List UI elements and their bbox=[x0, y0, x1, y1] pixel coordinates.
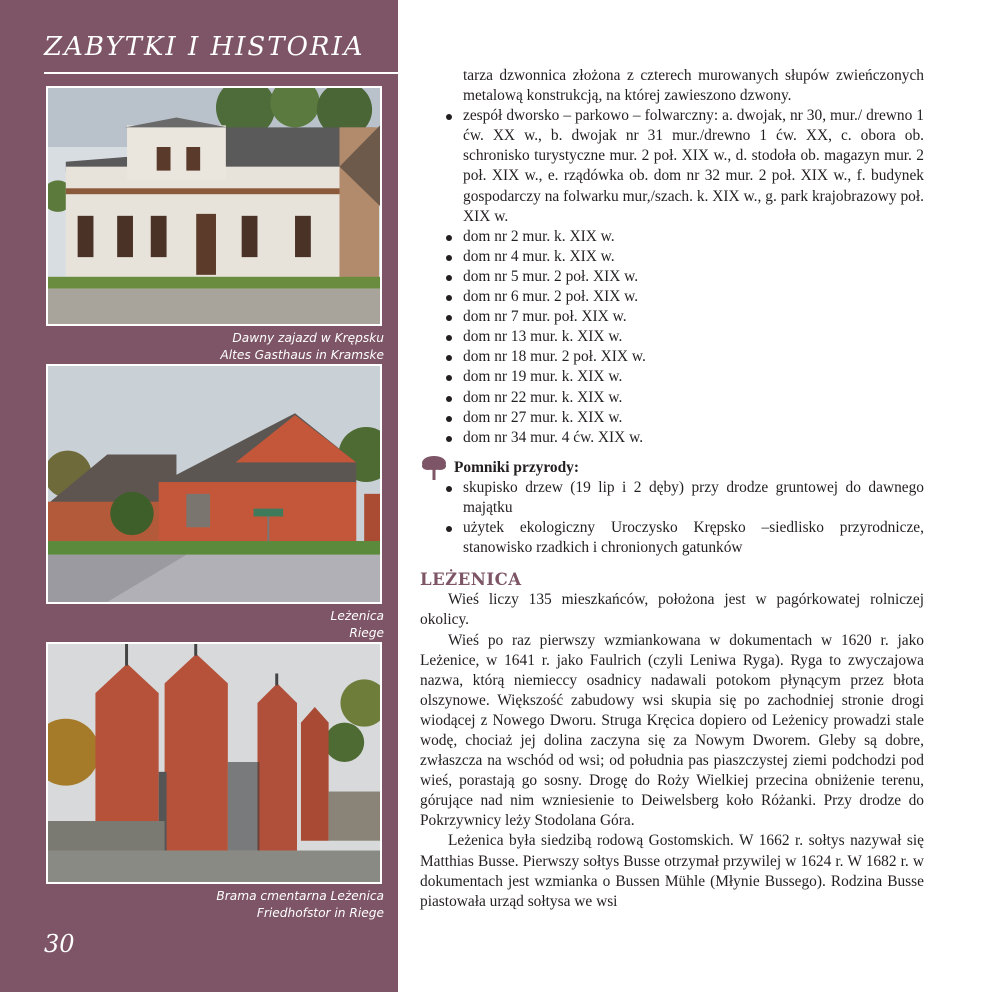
list-item: dom nr 34 mur. 4 ćw. XIX w. bbox=[420, 428, 924, 448]
caption-pl: Dawny zajazd w Krępsku bbox=[232, 331, 384, 345]
photo-old-inn bbox=[46, 86, 382, 326]
caption-pl: Brama cmentarna Leżenica bbox=[216, 889, 384, 903]
list-item: dom nr 4 mur. k. XIX w. bbox=[420, 247, 924, 267]
list-item: dom nr 27 mur. k. XIX w. bbox=[420, 408, 924, 428]
list-item: dom nr 18 mur. 2 poł. XIX w. bbox=[420, 347, 924, 367]
caption-de: Riege bbox=[349, 626, 384, 640]
monument-list bbox=[420, 106, 924, 448]
caption-pl: Leżenica bbox=[330, 609, 384, 623]
intro-text: tarza dzwonnica złożona z czterech murowanych słupów zwieńczonych metalową konstrukcją, na której zawieszono dzwony. bbox=[463, 67, 924, 105]
list-item: dom nr 7 mur. poł. XIX w. bbox=[420, 307, 924, 327]
nature-heading-label: Pomniki przyrody: bbox=[454, 458, 579, 476]
list-item: użytek ekologiczny Uroczysko Krępsko –siedlisko przyrodnicze, stanowisko rzadkich i chronionych gatunków bbox=[420, 518, 924, 558]
photo-caption-3 bbox=[44, 888, 384, 922]
page-number: 30 bbox=[44, 930, 75, 958]
caption-de: Altes Gasthaus in Kramske bbox=[220, 348, 384, 362]
list-item: dom nr 22 mur. k. XIX w. bbox=[420, 388, 924, 408]
title-rule bbox=[44, 72, 398, 74]
paragraph: Wieś liczy 135 mieszkańców, położona jest w pagórkowatej rolniczej okolicy. bbox=[420, 591, 924, 629]
nature-list bbox=[420, 478, 924, 558]
list-item: dom nr 13 mur. k. XIX w. bbox=[420, 327, 924, 347]
village-heading: LEŻENICA bbox=[420, 570, 522, 590]
photo-caption-2 bbox=[44, 608, 384, 642]
photo-lezenica bbox=[46, 364, 382, 604]
main-content bbox=[420, 66, 924, 912]
paragraph: Leżenica była siedzibą rodową Gostomskich. W 1662 r. sołtys nazywał się Matthias Busse. Pierwszy sołtys Busse otrzymał przywilej w 1624 r. W 1682 r. w dokumentach jest wzmianka o Bussen Mühle (Młynie Bussego). Rodzina Busse piastowała urząd sołtysa we wsi bbox=[420, 832, 924, 910]
photo-caption-1 bbox=[44, 330, 384, 364]
caption-de: Friedhofstor in Riege bbox=[256, 906, 384, 920]
photo-cemetery-gate bbox=[46, 642, 382, 884]
section-title: ZABYTKI I HISTORIA bbox=[44, 32, 365, 62]
list-item: dom nr 2 mur. k. XIX w. bbox=[420, 227, 924, 247]
list-item: dom nr 6 mur. 2 poł. XIX w. bbox=[420, 287, 924, 307]
list-item: skupisko drzew (19 lip i 2 dęby) przy drodze gruntowej do dawnego majątku bbox=[420, 478, 924, 518]
list-item: dom nr 19 mur. k. XIX w. bbox=[420, 367, 924, 387]
nature-heading bbox=[420, 458, 924, 478]
list-item: dom nr 5 mur. 2 poł. XIX w. bbox=[420, 267, 924, 287]
paragraph: Wieś po raz pierwszy wzmiankowana w dokumentach w 1620 r. jako Leżenice, w 1641 r. jako Faulrich (czyli Leniwa Ryga). Ryga to zwyczajowa nazwa, którą niemieccy osadnicy nadawali potokom płynącym przez błota olszynowe. Większość zabudowy wsi skupia się po zachodniej stronie drogi wiodącej z Nowego Dworu. Struga Kręcica dopiero od Leżenicy prowadzi stale wodę, chociaż jej dolina zaczyna się za Nowym Dworem. Gleby są dobre, zwłaszcza na wschód od wsi; od południa pas piaszczystej ziemi podchodzi pod wieś, porastają go sosny. Drogę do Roży Wielkiej przecina obniżenie terenu, górujące nad nim wzniesienie to Deiwelsberg koło Różanki. Przy drodze do Pokrzywnicy leży Stodolana Góra. bbox=[420, 631, 924, 830]
sidebar bbox=[0, 0, 398, 992]
list-item: zespół dworsko – parkowo – folwarczny: a. dwojak, nr 30, mur./ drewno 1 ćw. XX w., b. dwojak nr 31 mur./drewno 1 ćw. XX, c. obora ob. schronisko turystyczne mur. 2 poł. XIX w., d. stodoła ob. magazyn mur. 2 poł. XIX w., e. rządówka ob. dom nr 32 mur. 2 poł. XIX w., f. budynek gospodarczy na folwarku mur,/szach. k. XIX w., g. park krajobrazowy poł. XIX w. bbox=[420, 106, 924, 227]
